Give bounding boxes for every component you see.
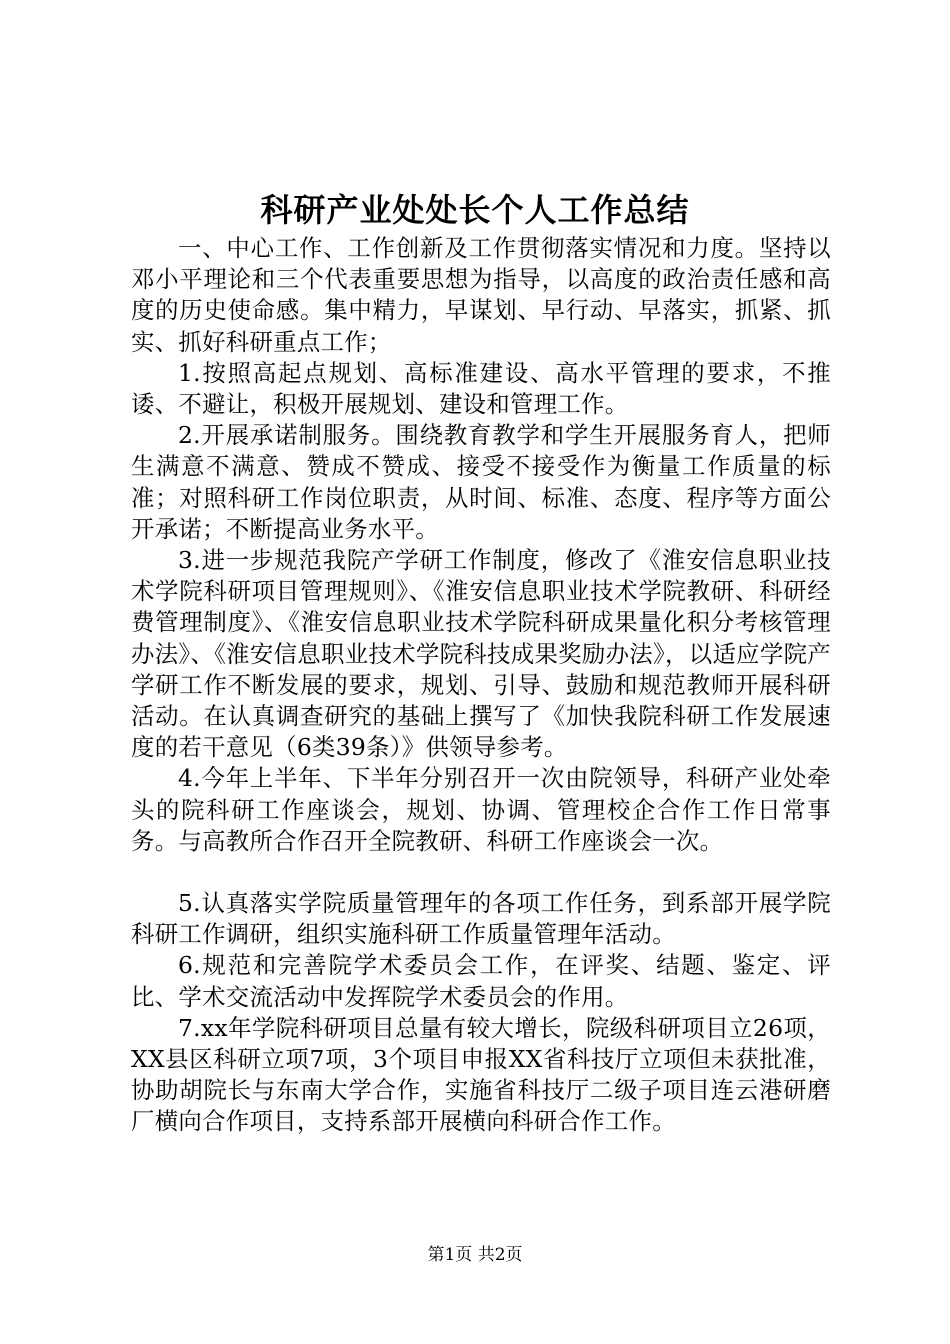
paragraph-item-6: 6.规范和完善院学术委员会工作，在评奖、结题、鉴定、评比、学术交流活动中发挥院学术委员会的作用。 bbox=[131, 951, 831, 1011]
paragraph-item-5: 5.认真落实学院质量管理年的各项工作任务，到系部开展学院科研工作调研，组织实施科研工作质量管理年活动。 bbox=[131, 889, 831, 949]
paragraph-item-1: 1.按照高起点规划、高标准建设、高水平管理的要求，不推诿、不避让，积极开展规划、建设和管理工作。 bbox=[131, 358, 831, 419]
paragraph-intro: 一、中心工作、工作创新及工作贯彻落实情况和力度。坚持以邓小平理论和三个代表重要思想为指导，以高度的政治责任感和高度的历史使命感。集中精力，早谋划、早行动、早落实，抓紧、抓实、抓好科研重点工作； bbox=[131, 234, 831, 356]
document-title: 科研产业处处长个人工作总结 bbox=[260, 191, 690, 229]
document-body bbox=[131, 233, 831, 1138]
paragraph-item-2: 2.开展承诺制服务。围绕教育教学和学生开展服务育人，把师生满意不满意、赞成不赞成、接受不接受作为衡量工作质量的标准；对照科研工作岗位职责，从时间、标准、态度、程序等方面公开承诺；不断提高业务水平。 bbox=[131, 421, 831, 543]
page-number-footer: 第1页 共2页 bbox=[427, 1245, 523, 1265]
paragraph-item-3: 3.进一步规范我院产学研工作制度，修改了《淮安信息职业技术学院科研项目管理规则》、《淮安信息职业技术学院教研、科研经费管理制度》、《淮安信息职业技术学院科研成果量化积分考核管理办法》、《淮安信息职业技术学院科技成果奖励办法》，以适应学院产学研工作不断发展的要求，规划、引导、鼓励和规范教师开展科研活动。在认真调查研究的基础上撰写了《加快我院科研工作发展速度的若干意见（6类39条）》供领导参考。 bbox=[131, 546, 831, 762]
paragraph-item-7: 7.xx年学院科研项目总量有较大增长，院级科研项目立26项，XX县区科研立项7项，3个项目申报XX省科技厅立项但未获批准，协助胡院长与东南大学合作，实施省科技厅二级子项目连云港研磨厂横向合作项目，支持系部开展横向科研合作工作。 bbox=[131, 1013, 831, 1136]
paragraph-item-4: 4.今年上半年、下半年分别召开一次由院领导，科研产业处牵头的院科研工作座谈会，规划、协调、管理校企合作工作日常事务。与高教所合作召开全院教研、科研工作座谈会一次。 bbox=[131, 764, 831, 855]
